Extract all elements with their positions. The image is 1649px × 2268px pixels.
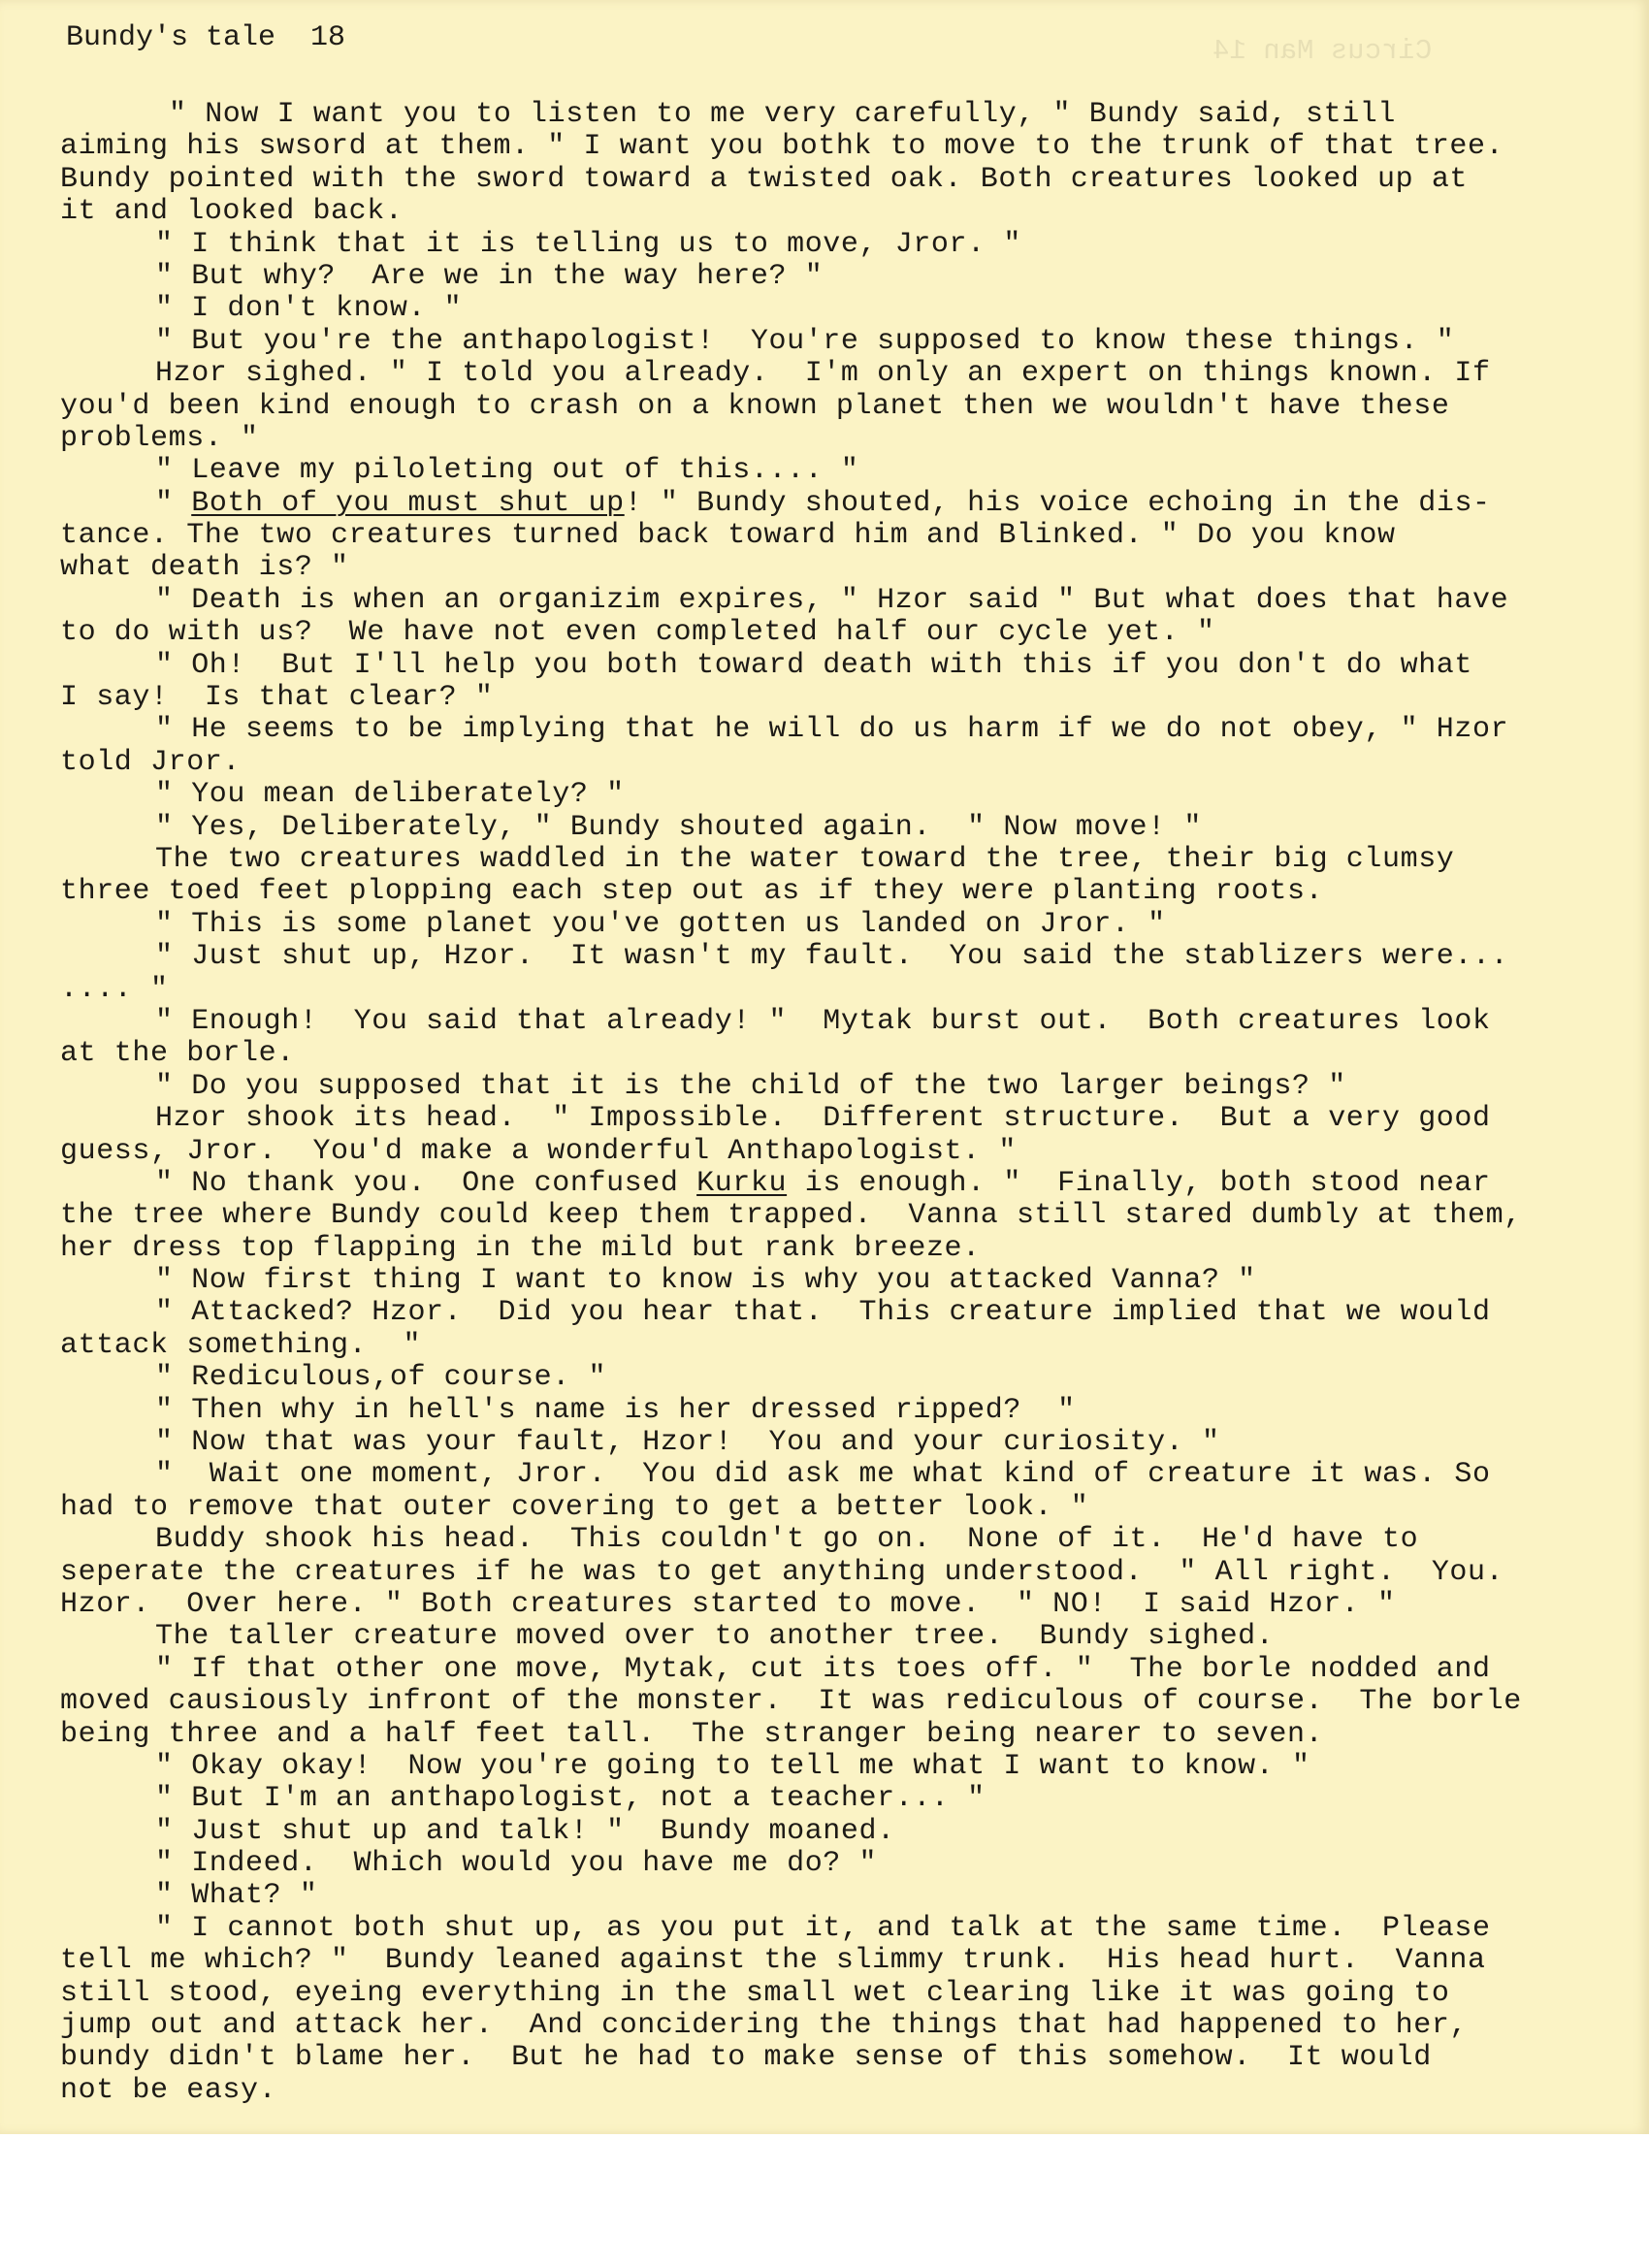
text-line: " Just shut up and talk! " Bundy moaned.: [155, 1814, 895, 1848]
scan-margin: [0, 2134, 1649, 2268]
text-line: aiming his swsord at them. " I want you bothk to move to the trunk of that tree.: [60, 130, 1504, 164]
underlined-text: Kurku: [696, 1166, 788, 1200]
text-line: " But you're the anthapologist! You're supposed to know these things. ": [155, 324, 1455, 358]
text-fragment: " No thank you. One confused: [155, 1166, 697, 1200]
text-line: moved causiously infront of the monster. It was rediculous of course. The borle: [60, 1685, 1522, 1719]
page-header: Bundy's tale 18: [66, 21, 346, 54]
text-line: problems. ": [60, 421, 259, 455]
text-line: " If that other one move, Mytak, cut its toes off. " The borle nodded and: [155, 1652, 1491, 1686]
story-text: [60, 99, 1641, 2107]
text-line: " Both of you must shut up! " Bundy shouted, his voice echoing in the dis-: [155, 486, 1491, 520]
text-line: Hzor sighed. " I told you already. I'm only an expert on things known. If: [155, 357, 1491, 391]
text-line: attack something. ": [60, 1328, 422, 1362]
text-line: it and looked back.: [60, 195, 404, 229]
text-line: " Then why in hell's name is her dressed ripped? ": [155, 1393, 1076, 1427]
text-line: " Just shut up, Hzor. It wasn't my fault. You said the stablizers were...: [155, 940, 1509, 974]
text-line: " Okay okay! Now you're going to tell me what I want to know. ": [155, 1749, 1310, 1783]
text-line: " Leave my piloleting out of this.... ": [155, 454, 859, 488]
text-line: " Enough! You said that already! " Mytak burst out. Both creatures look: [155, 1004, 1491, 1038]
text-line: " Oh! But I'll help you both toward death with this if you don't do what: [155, 648, 1473, 682]
text-line: Hzor shook its head. " Impossible. Different structure. But a very good: [155, 1102, 1491, 1136]
text-line: " I cannot both shut up, as you put it, and talk at the same time. Please: [155, 1911, 1491, 1945]
text-line: tance. The two creatures turned back toward him and Blinked. " Do you know: [60, 519, 1396, 553]
text-line: " Now I want you to listen to me very carefully, " Bundy said, still: [169, 98, 1396, 131]
text-line: [60, 1168, 1641, 1200]
text-line: being three and a half feet tall. The stranger being nearer to seven.: [60, 1717, 1324, 1751]
text-line: " Attacked? Hzor. Did you hear that. This creature implied that we would: [155, 1296, 1491, 1330]
text-line: " Now that was your fault, Hzor! You and your curiosity. ": [155, 1426, 1220, 1460]
text-line: I say! Is that clear? ": [60, 681, 494, 715]
text-line: " Rediculous,of course. ": [155, 1361, 607, 1395]
text-line: at the borle.: [60, 1037, 295, 1071]
text-line: guess, Jror. You'd make a wonderful Anthapologist. ": [60, 1134, 1017, 1168]
text-line: Bundy pointed with the sword toward a twisted oak. Both creatures looked up at: [60, 162, 1469, 196]
text-line: seperate the creatures if he was to get anything understood. " All right. You.: [60, 1555, 1504, 1589]
text-line: tell me which? " Bundy leaned against the slimmy trunk. His head hurt. Vanna: [60, 1944, 1486, 1978]
bleed-through-text: Circus Man 14: [1212, 35, 1433, 67]
text-line: The taller creature moved over to another tree. Bundy sighed.: [155, 1620, 1275, 1654]
underlined-text: Both of you must shut up: [191, 486, 625, 520]
text-line: told Jror.: [60, 745, 242, 779]
text-fragment: ! " Bundy shouted, his voice echoing in the dis-: [624, 486, 1491, 520]
text-line: " I think that it is telling us to move, Jror. ": [155, 227, 1021, 261]
text-line: jump out and attack her. And concidering the things that had happened to her,: [60, 2009, 1469, 2043]
text-line: The two creatures waddled in the water toward the tree, their big clumsy: [155, 842, 1455, 876]
text-line: still stood, eyeing everything in the small wet clearing like it was going to: [60, 1976, 1450, 2010]
text-line: her dress top flapping in the mild but rank breeze.: [60, 1231, 981, 1265]
text-line: " Yes, Deliberately, " Bundy shouted again. " Now move! ": [155, 810, 1202, 844]
text-line: you'd been kind enough to crash on a known planet then we wouldn't have these: [60, 389, 1450, 423]
text-line: had to remove that outer covering to get a better look. ": [60, 1490, 1089, 1524]
text-line: the tree where Bundy could keep them trapped. Vanna still stared dumbly at them,: [60, 1199, 1522, 1233]
text-line: " Wait one moment, Jror. You did ask me what kind of creature it was. So: [155, 1458, 1491, 1492]
text-line: " Now first thing I want to know is why you attacked Vanna? ": [155, 1264, 1256, 1298]
text-line: three toed feet plopping each step out as if they were planting roots.: [60, 875, 1324, 909]
text-line: to do with us? We have not even completed half our cycle yet. ": [60, 616, 1215, 650]
text-line: " Do you supposed that it is the child of the two larger beings? ": [155, 1069, 1346, 1103]
text-line: " But why? Are we in the way here? ": [155, 259, 824, 293]
text-line: " You mean deliberately? ": [155, 778, 625, 812]
text-line: not be easy.: [60, 2073, 277, 2107]
text-line: " But I'm an anthapologist, not a teacher... ": [155, 1782, 986, 1816]
text-line: Buddy shook his head. This couldn't go on. None of it. He'd have to: [155, 1523, 1419, 1557]
text-line: " Death is when an organizim expires, " Hzor said " But what does that have: [155, 583, 1509, 617]
text-line: bundy didn't blame her. But he had to make sense of this somehow. It would: [60, 2041, 1432, 2075]
text-fragment: is enough. " Finally, both stood near: [787, 1166, 1491, 1200]
text-line: what death is? ": [60, 551, 349, 585]
text-line: .... ": [60, 972, 169, 1006]
text-line: " This is some planet you've gotten us landed on Jror. ": [155, 907, 1166, 941]
text-line: " He seems to be implying that he will do us harm if we do not obey, " Hzor: [155, 713, 1509, 747]
text-line: Hzor. Over here. " Both creatures started to move. " NO! I said Hzor. ": [60, 1587, 1396, 1621]
text-line: " What? ": [155, 1879, 318, 1913]
text-line: " I don't know. ": [155, 292, 463, 326]
text-line: " Indeed. Which would you have me do? ": [155, 1847, 878, 1881]
